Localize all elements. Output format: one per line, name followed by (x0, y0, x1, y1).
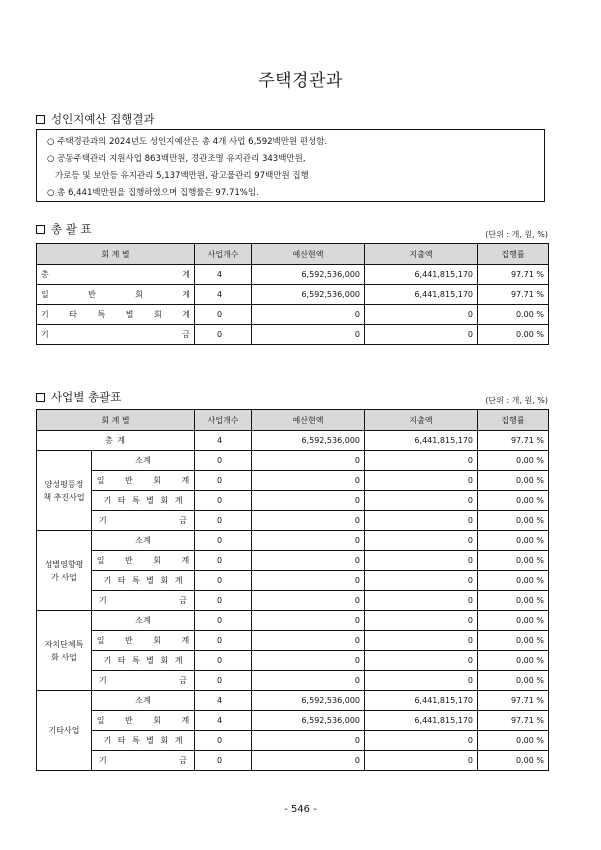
project-group-name: 양성평등정책 추진사업 (37, 451, 92, 531)
section-heading-execution: 성인지예산 집행결과 (36, 111, 155, 127)
page-title: 주택경관과 (258, 71, 343, 91)
spread-label (41, 309, 190, 320)
budget-cell: 0 (252, 731, 365, 751)
rate-cell: 0.00 % (478, 591, 549, 611)
count-cell: 4 (195, 265, 252, 285)
table-row (37, 571, 549, 591)
table-row (37, 591, 549, 611)
budget-cell: 6,592,536,000 (252, 711, 365, 731)
rate-cell: 97.71 % (478, 265, 549, 285)
label-char: 회 (154, 310, 162, 319)
count-cell: 0 (195, 511, 252, 531)
rate-cell: 0.00 % (478, 491, 549, 511)
account-label (37, 285, 195, 305)
total-label: 총 계 (37, 431, 195, 451)
spread-label (41, 269, 190, 280)
table-row (37, 531, 549, 551)
execution-summary-box (36, 129, 545, 202)
table-row (37, 611, 549, 631)
square-bullet-icon (36, 225, 45, 234)
spent-cell: 6,441,815,170 (365, 285, 478, 305)
budget-cell: 0 (252, 325, 365, 345)
table-row (37, 731, 549, 751)
spent-cell: 0 (365, 731, 478, 751)
label-char: 특 (97, 310, 106, 319)
project-group-name: 성별영향평가 사업 (37, 531, 92, 611)
summary-line (47, 168, 544, 185)
circle-bullet-icon: ○ (47, 188, 55, 198)
spent-cell: 6,441,815,170 (365, 691, 478, 711)
account-label: 기 타 특 별 회 계 (92, 731, 195, 751)
project-group-name: 기타사업 (37, 691, 92, 771)
budget-cell: 0 (252, 651, 365, 671)
account-label: 일 반 회 계 (92, 711, 195, 731)
rate-cell: 0.00 % (478, 631, 549, 651)
label-char: 타 (69, 310, 77, 319)
summary-text: 공동주택관리 지원사업 863백만원, 경관조명 유지관리 343백만원, (57, 154, 306, 164)
account-label: 소계 (92, 451, 195, 471)
rate-cell: 0.00 % (478, 651, 549, 671)
column-header: 회 계 별 (37, 410, 195, 431)
budget-cell: 6,592,536,000 (252, 265, 365, 285)
table-row (37, 551, 549, 571)
label-char: 기 (41, 330, 49, 339)
budget-cell: 6,592,536,000 (252, 691, 365, 711)
project-table (36, 409, 549, 771)
spent-cell: 0 (365, 671, 478, 691)
circle-bullet-icon: ○ (47, 137, 55, 147)
account-label: 기 금 (92, 751, 195, 771)
account-label (37, 325, 195, 345)
table-row (37, 671, 549, 691)
count-cell: 0 (195, 471, 252, 491)
spent-cell: 0 (365, 611, 478, 631)
account-label (37, 265, 195, 285)
summary-line (47, 151, 544, 168)
account-label: 소계 (92, 531, 195, 551)
count-cell: 0 (195, 531, 252, 551)
spent-cell: 0 (365, 631, 478, 651)
rate-cell: 97.71 % (478, 711, 549, 731)
rate-cell: 97.71 % (478, 431, 549, 451)
count-cell: 0 (195, 491, 252, 511)
page-number: - 546 - (284, 804, 317, 815)
count-cell: 4 (195, 431, 252, 451)
budget-cell: 0 (252, 531, 365, 551)
spent-cell: 6,441,815,170 (365, 431, 478, 451)
account-label: 일 반 회 계 (92, 631, 195, 651)
label-char: 금 (182, 330, 190, 339)
total-row (37, 431, 549, 451)
budget-cell: 0 (252, 631, 365, 651)
spent-cell: 0 (365, 305, 478, 325)
rate-cell: 0.00 % (478, 511, 549, 531)
count-cell: 0 (195, 305, 252, 325)
spent-cell: 0 (365, 471, 478, 491)
rate-cell: 0.00 % (478, 531, 549, 551)
label-char: 반 (88, 290, 96, 299)
table-row (37, 631, 549, 651)
label-char: 기 (41, 310, 49, 319)
section-heading-overview: 총 괄 표 (36, 221, 92, 237)
spent-cell: 6,441,815,170 (365, 265, 478, 285)
header-row (37, 244, 549, 265)
rate-cell: 0.00 % (478, 471, 549, 491)
spent-cell: 0 (365, 751, 478, 771)
spent-cell: 0 (365, 451, 478, 471)
table-row (37, 691, 549, 711)
summary-text: 총 6,441백만원을 집행하였으며 집행률은 97.71%임. (57, 188, 259, 198)
overview-table (36, 243, 549, 345)
column-header: 사업개수 (195, 410, 252, 431)
account-label: 기 타 특 별 회 계 (92, 491, 195, 511)
account-label: 기 타 특 별 회 계 (92, 571, 195, 591)
table-row (37, 265, 549, 285)
count-cell: 0 (195, 631, 252, 651)
label-char: 총 (41, 270, 49, 279)
table-row (37, 651, 549, 671)
column-header: 예산현액 (252, 410, 365, 431)
label-char: 계 (182, 270, 190, 279)
square-bullet-icon (36, 393, 45, 402)
table-row (37, 711, 549, 731)
spent-cell: 0 (365, 591, 478, 611)
label-char: 계 (182, 290, 190, 299)
count-cell: 0 (195, 671, 252, 691)
spread-label (41, 289, 190, 300)
budget-cell: 0 (252, 751, 365, 771)
rate-cell: 0.00 % (478, 551, 549, 571)
spent-cell: 0 (365, 571, 478, 591)
budget-cell: 0 (252, 511, 365, 531)
unit-label: (단위 : 개, 원, %) (485, 230, 548, 239)
table-row (37, 285, 549, 305)
label-char: 회 (135, 290, 143, 299)
column-header: 사업개수 (195, 244, 252, 265)
spent-cell: 0 (365, 491, 478, 511)
account-label: 기 금 (92, 671, 195, 691)
circle-bullet-icon: ○ (47, 154, 55, 164)
label-char: 별 (125, 310, 134, 319)
rate-cell: 97.71 % (478, 691, 549, 711)
spent-cell: 0 (365, 511, 478, 531)
account-label: 기 타 특 별 회 계 (92, 651, 195, 671)
count-cell: 0 (195, 591, 252, 611)
count-cell: 4 (195, 711, 252, 731)
account-label: 소계 (92, 691, 195, 711)
table-row (37, 305, 549, 325)
account-label: 일 반 회 계 (92, 471, 195, 491)
table-row (37, 471, 549, 491)
header-row (37, 410, 549, 431)
budget-cell: 0 (252, 591, 365, 611)
count-cell: 0 (195, 571, 252, 591)
section-heading-by-project: 사업별 총괄표 (36, 389, 121, 405)
budget-cell: 0 (252, 451, 365, 471)
rate-cell: 0.00 % (478, 751, 549, 771)
budget-cell: 0 (252, 305, 365, 325)
budget-cell: 6,592,536,000 (252, 285, 365, 305)
account-label: 기 금 (92, 511, 195, 531)
count-cell: 0 (195, 611, 252, 631)
budget-cell: 0 (252, 491, 365, 511)
rate-cell: 0.00 % (478, 571, 549, 591)
project-group-name: 자치단체특화 사업 (37, 611, 92, 691)
count-cell: 4 (195, 285, 252, 305)
count-cell: 0 (195, 751, 252, 771)
square-bullet-icon (36, 115, 45, 124)
column-header: 예산현액 (252, 244, 365, 265)
account-label: 기 금 (92, 591, 195, 611)
budget-cell: 0 (252, 671, 365, 691)
summary-line (47, 185, 544, 202)
spent-cell: 0 (365, 325, 478, 345)
table-row (37, 751, 549, 771)
rate-cell: 97.71 % (478, 285, 549, 305)
rate-cell: 0.00 % (478, 731, 549, 751)
label-char: 일 (41, 290, 49, 299)
count-cell: 0 (195, 651, 252, 671)
account-label (37, 305, 195, 325)
label-char: 계 (182, 310, 190, 319)
summary-text: 가로등 및 보안등 유지관리 5,137백만원, 광고물관리 97백만원 집행 (55, 171, 309, 181)
budget-cell: 0 (252, 571, 365, 591)
column-header: 지출액 (365, 244, 478, 265)
rate-cell: 0.00 % (478, 451, 549, 471)
count-cell: 0 (195, 551, 252, 571)
account-label: 일 반 회 계 (92, 551, 195, 571)
account-label: 소계 (92, 611, 195, 631)
summary-line (47, 134, 544, 151)
count-cell: 4 (195, 691, 252, 711)
table-row (37, 325, 549, 345)
rate-cell: 0.00 % (478, 325, 549, 345)
column-header: 집행률 (478, 244, 549, 265)
rate-cell: 0.00 % (478, 671, 549, 691)
spent-cell: 0 (365, 551, 478, 571)
spread-label (41, 329, 190, 340)
column-header: 집행률 (478, 410, 549, 431)
count-cell: 0 (195, 731, 252, 751)
budget-cell: 0 (252, 611, 365, 631)
table-row (37, 491, 549, 511)
spent-cell: 6,441,815,170 (365, 711, 478, 731)
budget-cell: 6,592,536,000 (252, 431, 365, 451)
table-row (37, 451, 549, 471)
count-cell: 0 (195, 451, 252, 471)
rate-cell: 0.00 % (478, 611, 549, 631)
spent-cell: 0 (365, 651, 478, 671)
column-header: 지출액 (365, 410, 478, 431)
budget-cell: 0 (252, 551, 365, 571)
count-cell: 0 (195, 325, 252, 345)
unit-label: (단위 : 개, 원, %) (485, 396, 548, 405)
summary-text: 주택경관과의 2024년도 성인지예산은 총 4개 사업 6,592백만원 편성함. (57, 137, 328, 147)
budget-cell: 0 (252, 471, 365, 491)
rate-cell: 0.00 % (478, 305, 549, 325)
column-header: 회 계 별 (37, 244, 195, 265)
table-row (37, 511, 549, 531)
spent-cell: 0 (365, 531, 478, 551)
